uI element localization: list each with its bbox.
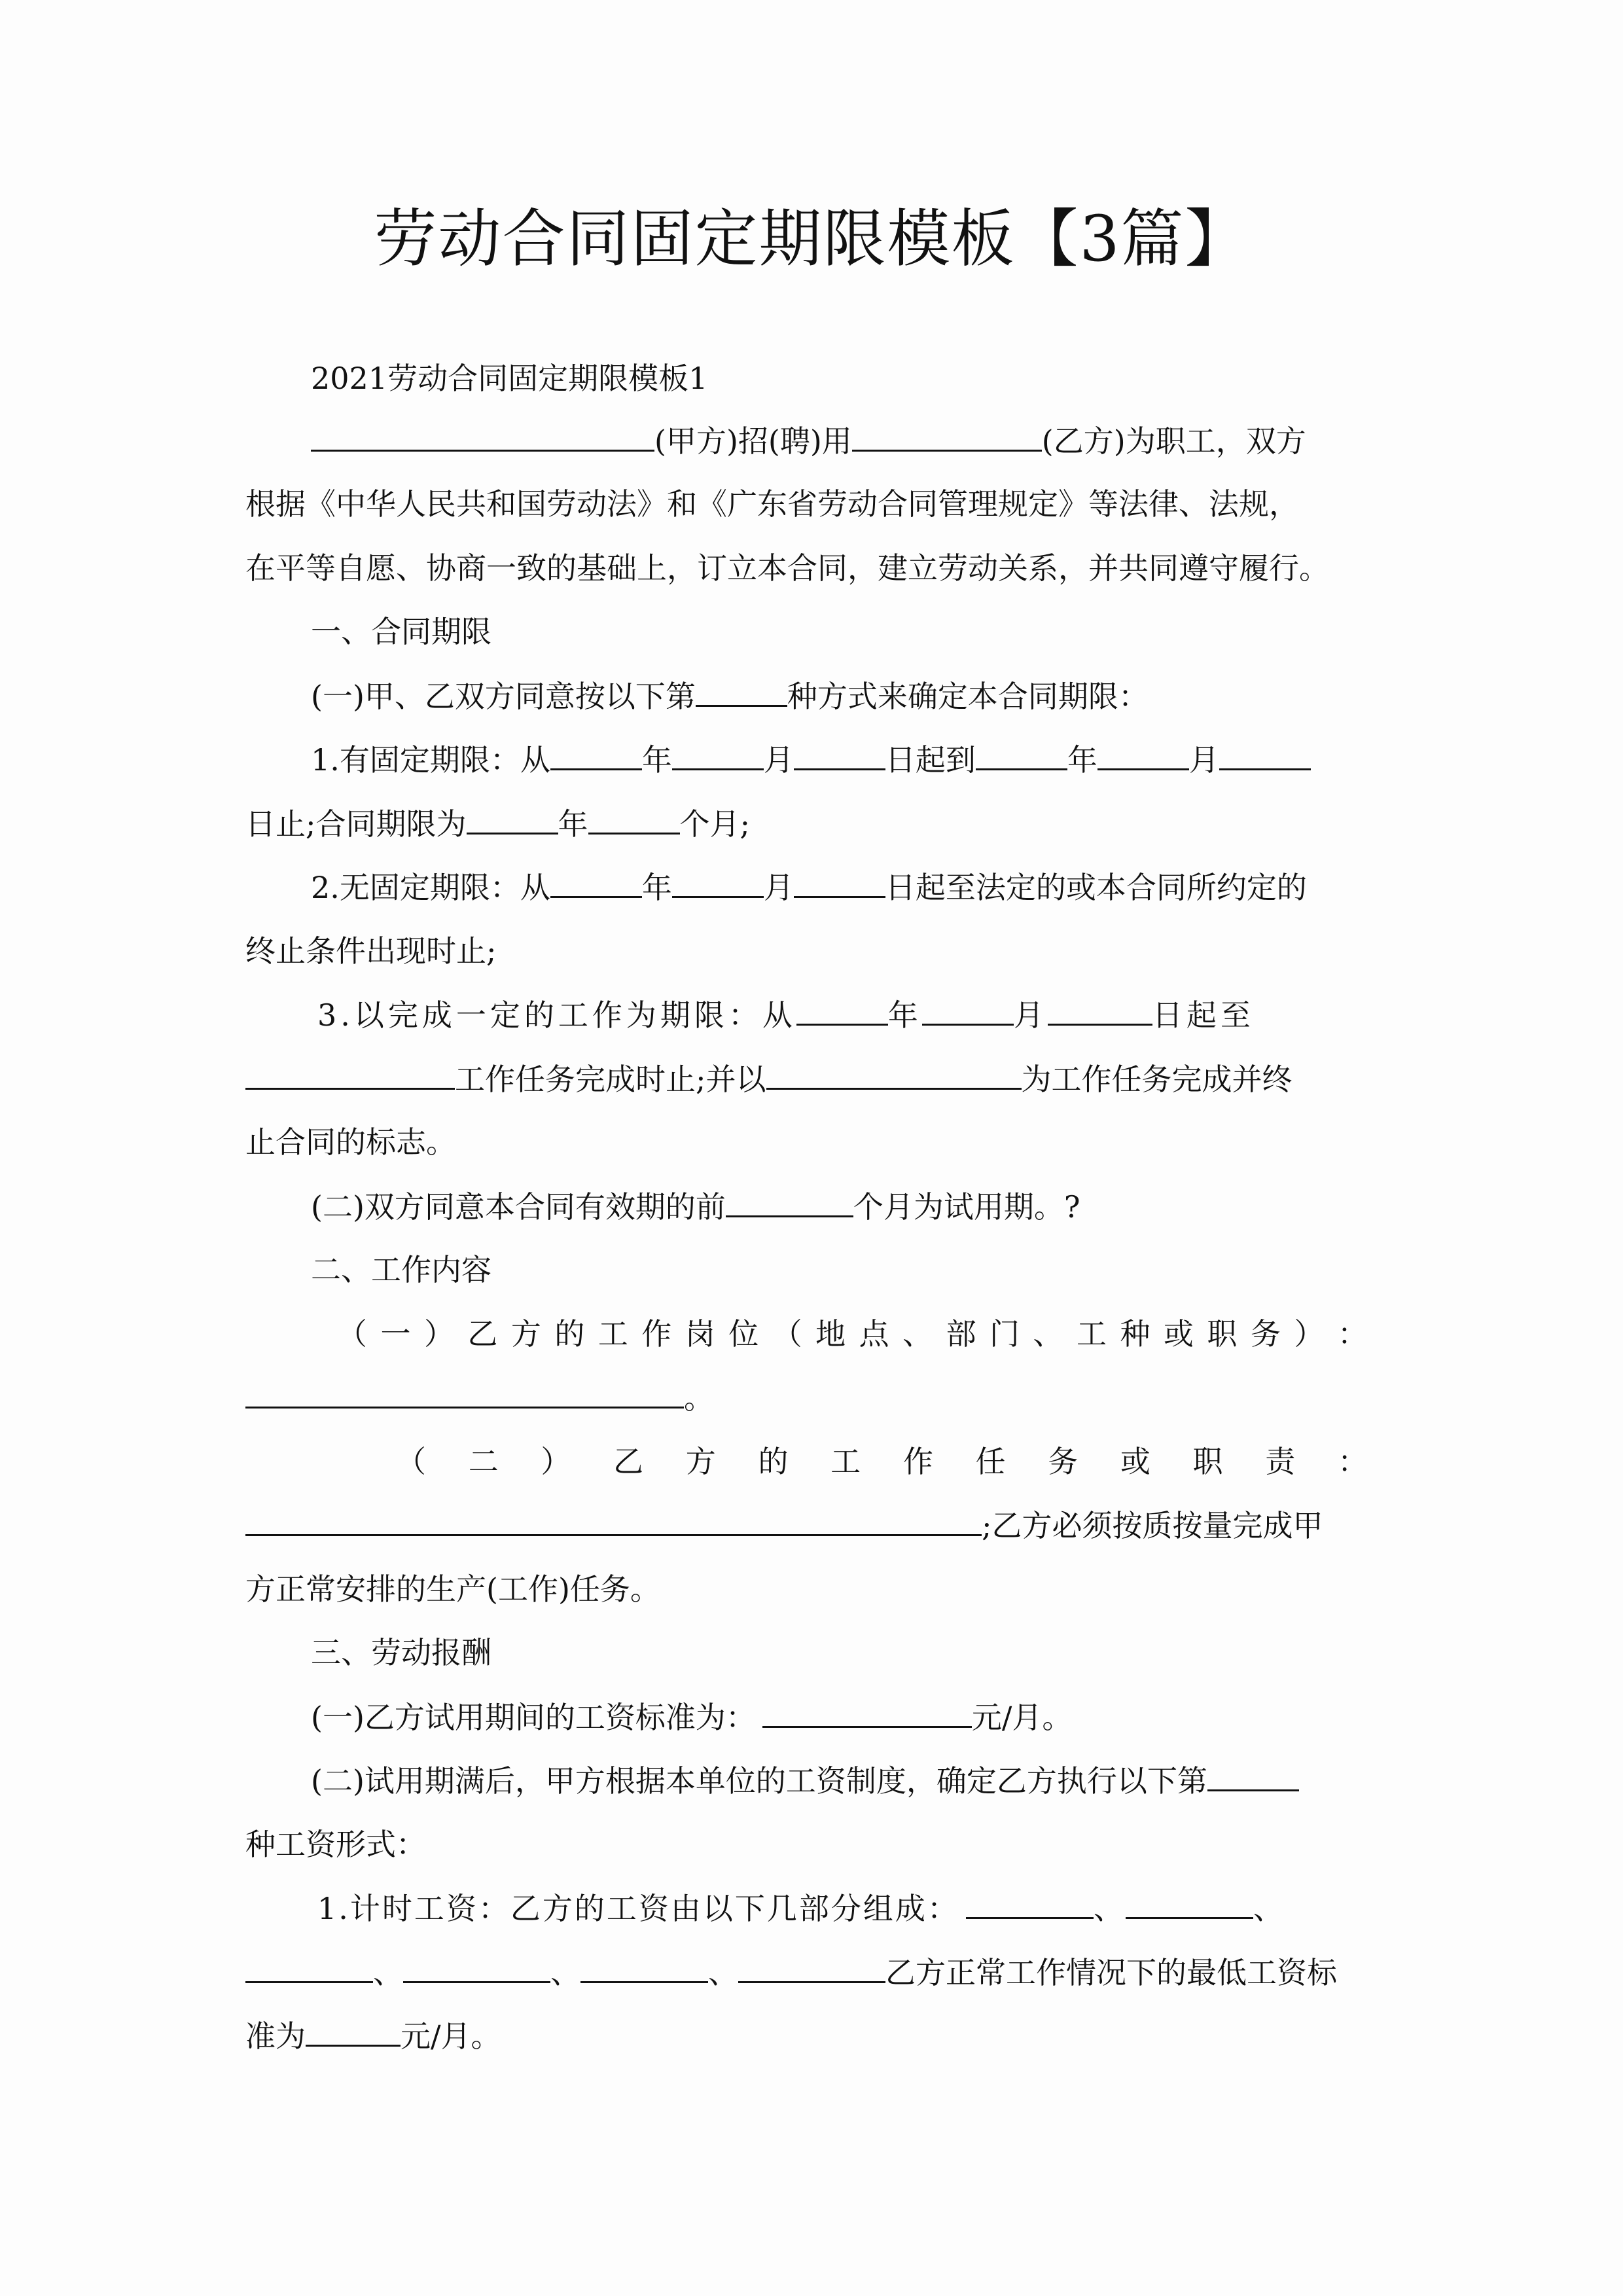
spaced-char: 方 [510,1316,541,1352]
open-start-day-blank[interactable] [794,867,885,898]
spaced-char: （ [772,1316,802,1352]
spaced-char: 工 [597,1316,628,1352]
job-duties-blank[interactable] [245,1505,982,1536]
spaced-char: 工 [1076,1316,1107,1352]
section-3-heading: 三、劳动报酬 [311,1635,491,1670]
task-completion-mark-blank[interactable] [766,1059,1022,1090]
spaced-char: 工 [830,1444,861,1479]
section-1-para-1: (一)甲、乙双方同意按以下第 种方式来确定本合同期限： [245,676,1443,716]
task-start-month-blank[interactable] [922,995,1014,1026]
wage-component-2-blank[interactable] [1126,1888,1253,1919]
document-title: 劳动合同固定期限模板【3篇】 [374,202,1249,276]
section-2-para-2 [396,1442,1368,1481]
section-1-item-2: 2.无固定期限：从 年 月 日起至法定的或本合同所约定的 [245,867,1443,907]
spaced-char: 作 [902,1444,933,1479]
task-name-blank[interactable] [245,1059,455,1090]
section-3-item-1-end: 准为 元/月。 [245,2016,1378,2056]
spaced-char: ） [1294,1316,1325,1352]
spaced-char: 务 [1250,1316,1281,1352]
spaced-char: 、 [902,1316,933,1352]
spaced-char: 点 [859,1316,889,1352]
section-1-item-3: 3.以完成一定的工作为期限：从 年 月 日起至 [245,995,1450,1035]
section-3-item-1-cont: 、 、 、 乙方正常工作情况下的最低工资标 [245,1952,1378,1992]
section-3-para-2: (二)试用期满后，甲方根据本单位的工资制度，确定乙方执行以下第 [245,1761,1443,1801]
section-1-heading: 一、合同期限 [311,614,491,649]
spaced-char: 二 [468,1444,499,1479]
wage-form-blank[interactable] [1207,1761,1299,1791]
section-2-para-2-cont: ;乙方必须按质按量完成甲 [245,1505,1378,1545]
intro-line-3: 在平等自愿、协商一致的基础上，订立本合同，建立劳动关系，并共同遵守履行。 [245,550,1329,586]
spaced-char: （ [337,1316,367,1352]
section-1-item-1: 1.有固定期限：从 年 月 日起到 年 月 [245,740,1443,780]
spaced-char: （ [396,1444,426,1479]
spaced-char: 地 [815,1316,846,1352]
probation-months-blank[interactable] [726,1187,853,1217]
spaced-char: ： [1337,1444,1368,1479]
probation-wage-blank[interactable] [762,1697,972,1728]
section-2-para-1-cont: 。 [245,1378,1378,1418]
spaced-char: 任 [975,1444,1006,1479]
wage-component-6-blank[interactable] [738,1952,885,1983]
spaced-char: 的 [554,1316,585,1352]
spaced-char: 或 [1163,1316,1194,1352]
spaced-char: ： [1337,1316,1368,1352]
end-month-blank[interactable] [1097,740,1189,770]
start-year-blank[interactable] [550,740,642,770]
section-2-heading: 二、工作内容 [311,1252,491,1287]
wage-component-5-blank[interactable] [580,1952,708,1983]
open-start-year-blank[interactable] [550,867,642,898]
intro-line-1: (甲方)招(聘)用 (乙方)为职工，双方 [245,421,1443,461]
wage-component-4-blank[interactable] [403,1952,550,1983]
task-start-day-blank[interactable] [1048,995,1152,1026]
spaced-char: 门 [990,1316,1020,1352]
subtitle: 2021劳动合同固定期限模板1 [311,361,708,396]
term-type-blank[interactable] [696,676,787,707]
section-1-item-3-end: 止合同的标志。 [245,1124,456,1160]
employee-blank[interactable] [852,421,1042,452]
term-years-blank[interactable] [467,804,558,834]
section-1-item-3-cont: 工作任务完成时止;并以 为工作任务完成并终 [245,1059,1378,1099]
minimum-wage-blank[interactable] [306,2016,401,2047]
spaced-char: 部 [946,1316,976,1352]
intro-line-2: 根据《中华人民共和国劳动法》和《广东省劳动合同管理规定》等法律、法规， [245,486,1299,522]
section-3-para-2-cont: 种工资形式： [245,1827,426,1862]
section-3-para-1: (一)乙方试用期间的工资标准为： 元/月。 [245,1697,1443,1737]
spaced-char: 种 [1120,1316,1150,1352]
spaced-char: 的 [758,1444,789,1479]
wage-component-1-blank[interactable] [966,1888,1094,1919]
section-1-item-2-cont: 终止条件出现时止; [245,933,497,969]
employer-blank[interactable] [311,421,654,452]
end-day-blank[interactable] [1219,740,1311,770]
end-year-blank[interactable] [976,740,1067,770]
spaced-char: ） [423,1316,454,1352]
spaced-char: 、 [1033,1316,1063,1352]
spaced-char: 一 [380,1316,411,1352]
spaced-char: 或 [1120,1444,1150,1479]
spaced-char: 乙 [467,1316,498,1352]
job-position-blank[interactable] [245,1378,684,1408]
spaced-char: 岗 [685,1316,715,1352]
section-1-item-1-cont: 日止;合同期限为 年 个月; [245,804,1378,844]
section-3-item-1: 1.计时工资：乙方的工资由以下几部分组成： 、 、 [245,1888,1450,1928]
section-2-para-1 [337,1314,1368,1354]
spaced-char: 方 [685,1444,716,1479]
spaced-char: 乙 [613,1444,644,1479]
wage-component-3-blank[interactable] [245,1952,373,1983]
spaced-char: 职 [1207,1316,1238,1352]
spaced-char: 责 [1265,1444,1296,1479]
spaced-char: ） [541,1444,571,1479]
start-month-blank[interactable] [672,740,764,770]
section-2-para-2-end: 方正常安排的生产(工作)任务。 [245,1571,660,1607]
term-months-blank[interactable] [588,804,680,834]
open-start-month-blank[interactable] [672,867,764,898]
spaced-char: 位 [728,1316,759,1352]
spaced-char: 作 [641,1316,672,1352]
spaced-char: 职 [1192,1444,1223,1479]
section-1-para-2: (二)双方同意本合同有效期的前 个月为试用期。? [245,1187,1443,1227]
start-day-blank[interactable] [794,740,885,770]
task-start-year-blank[interactable] [796,995,888,1026]
spaced-char: 务 [1048,1444,1079,1479]
